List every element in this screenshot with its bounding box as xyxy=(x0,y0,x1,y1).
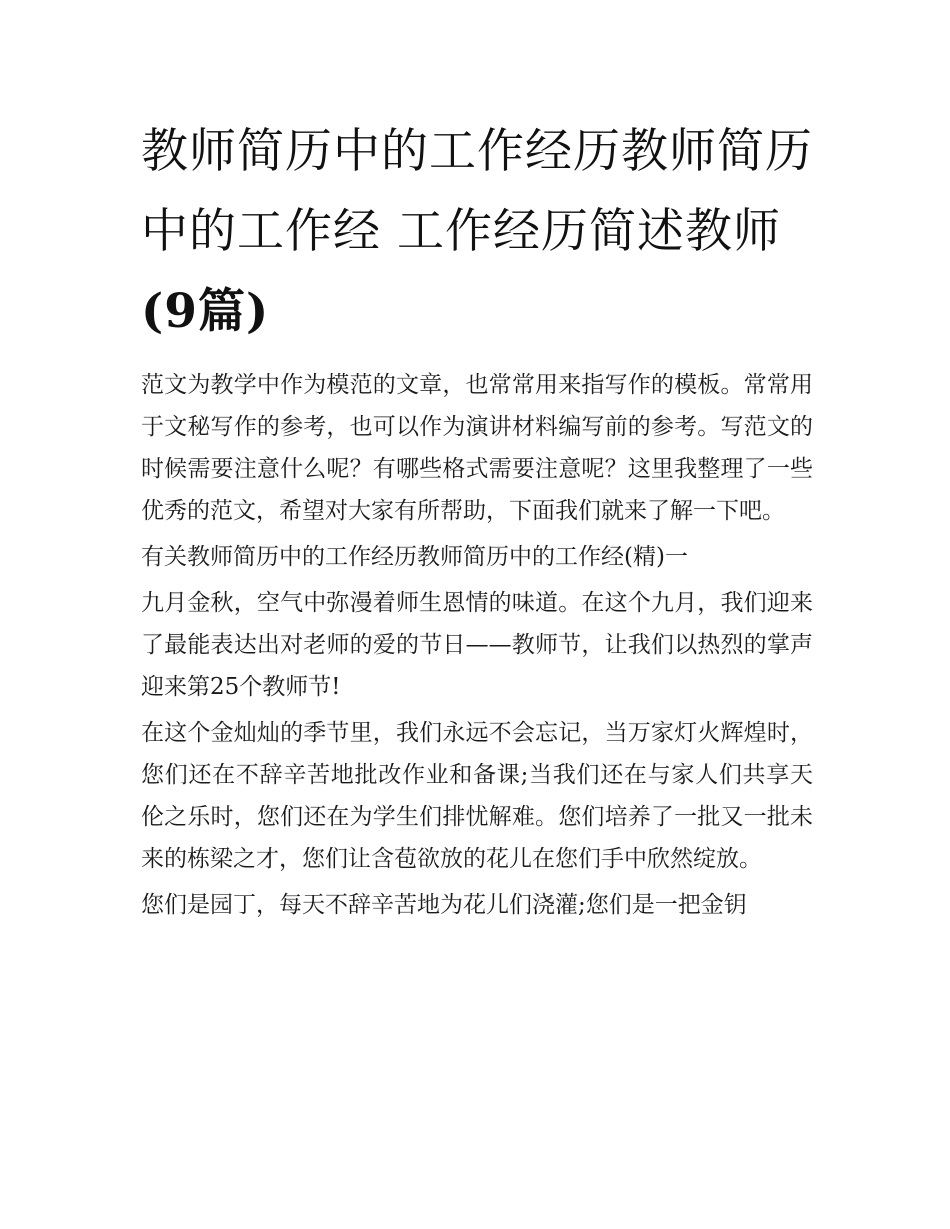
body-paragraph: 您们是园丁，每天不辞辛苦地为花儿们浇灌;您们是一把金钥 xyxy=(141,892,747,918)
document-content xyxy=(141,112,813,926)
body-paragraph: 在这个金灿灿的季节里，我们永远不会忘记，当万家灯火辉煌时，您们还在不辞辛苦地批改作业和备课;当我们还在与家人们共享天伦之乐时，您们还在为学生们排忧解难。您们培养了一批又一批未来的栋梁之才，您们让含苞欲放的花儿在您们手中欣然绽放。 xyxy=(141,720,813,872)
section-heading: 有关教师简历中的工作经历教师简历中的工作经(精)一 xyxy=(141,544,688,570)
body-paragraph: 九月金秋，空气中弥漫着师生恩情的味道。在这个九月，我们迎来了最能表达出对老师的爱的节日——教师节，让我们以热烈的掌声迎来第25个教师节! xyxy=(141,590,813,700)
title-text: 教师简历中的工作经历教师简历中的工作经 工作经历简述教师 xyxy=(141,124,813,259)
intro-paragraph: 范文为教学中作为模范的文章，也常常用来指写作的模板。常常用于文秘写作的参考，也可以作为演讲材料编写前的参考。写范文的时候需要注意什么呢？有哪些格式需要注意呢？这里我整理了一些优秀的范文，希望对大家有所帮助，下面我们就来了解一下吧。 xyxy=(141,372,813,524)
title-count: (9篇) xyxy=(141,284,270,339)
document-title xyxy=(141,112,813,352)
